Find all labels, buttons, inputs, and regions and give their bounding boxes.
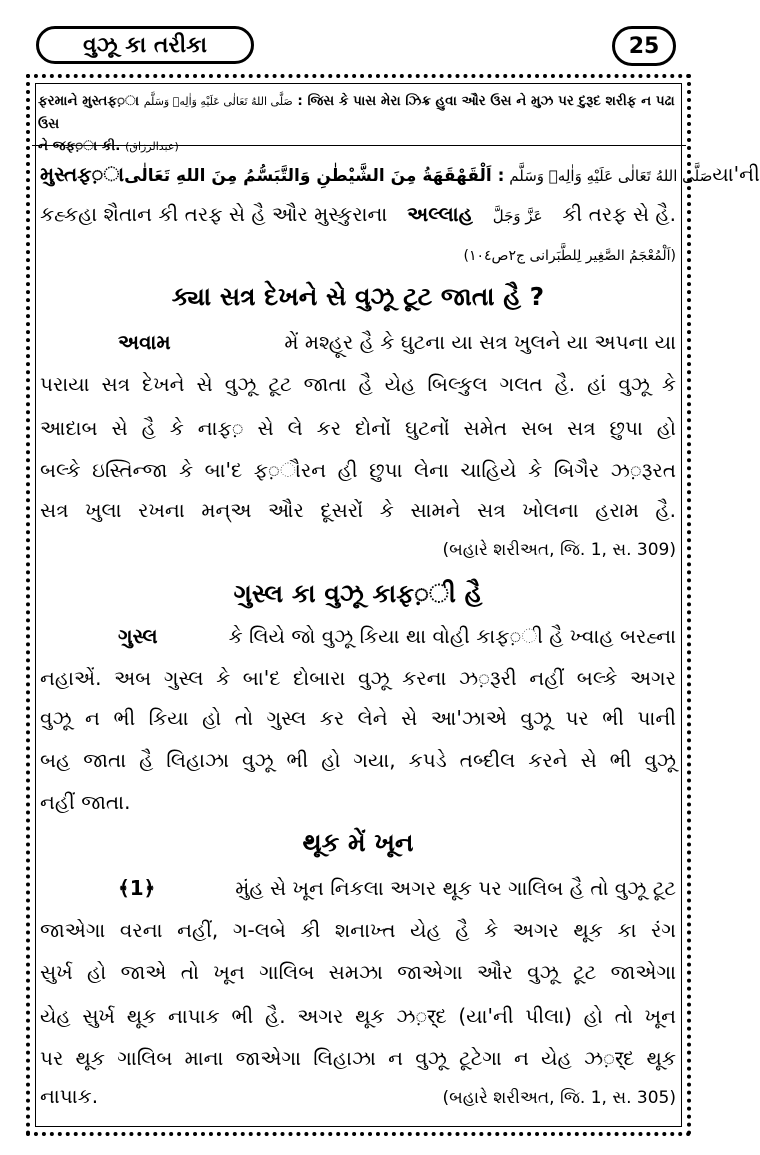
top-notice: [38, 90, 676, 158]
intro-end: યા'ની: [712, 162, 760, 186]
intro-line2-end: કી તરફ સે હૈ.: [562, 202, 676, 226]
section1-first-rest: મેં મશ્હૂર હૈ કે ઘુટના યા સત્ર ખુલને યા અપના યા: [284, 330, 676, 354]
section3-line-2: સુર્ખ હો જાએ તો ખૂન ગાલિબ સમઝા જાએગા ઔર વુઝૂ ટૂટ જાએગા: [40, 960, 676, 984]
section2-first-rest: કે લિયે જો વુઝૂ કિયા થા વોહી કાફ़ી હૈ ખ્વાહ બરહ્ના: [228, 624, 676, 648]
section2-line-3: બહ જાતા હૈ લિહાઝા વુઝૂ ભી હો ગયા, કપડે તબ્દીલ કરને સે ભી વુઝૂ: [40, 748, 676, 772]
section3-line-0: [118, 876, 676, 900]
page-number: 25: [612, 26, 676, 66]
section1-line-4: સત્ર ખુલા રખના મન્અ ઔર દૂસરોં કે સામને સત્ર ખોલના હરામ હૈ.: [40, 498, 676, 522]
section3-line-1: જાએગા વરના નહીં, ગ-લબે કી શનાખ્ત યેહ હૈ કે અગર થૂક કા રંગ: [40, 918, 676, 942]
intro-lead: મુસ્તફ़ા: [40, 162, 125, 186]
section3-line-3: યેહ સુર્ખ થૂક નાપાક ભી હૈ. અગર થૂક ઝ़र्દ (યા'ની પીલા) હો તો ખૂન: [40, 1004, 676, 1028]
section2-line-2: વુઝૂ ન ભી કિયા હો તો ગુસ્લ કર લેને સે આ'ઝાએ વુઝૂ પર ભી પાની: [40, 706, 676, 730]
section1-line-1: પરાયા સત્ર દેખને સે વુઝૂ ટૂટ જાતા હૈ યેહ બિલ્કુલ ગલત હૈ. હાં વુઝૂ કે: [40, 372, 676, 396]
section2-lead: ગુસ્લ: [118, 624, 158, 648]
intro-arabic: : اَلْقَهْقَهَةُ مِنَ الشَّيْطٰنِ وَالتَّبَسُّمُ مِنَ اللهِ تَعَالٰی: [124, 166, 505, 186]
notice-lead: ફરમાને મુસ્તફ़ા: [38, 93, 140, 109]
notice-divider: [32, 145, 686, 146]
intro-salutation: صَلَّی اللهُ تَعَالٰی عَلَيْهِ وَاٰلِهٖ وَسَلَّم: [509, 167, 713, 185]
section3-first-rest: મુંહ સે ખૂન નિકલા અગર થૂક પર ગાલિબ હૈ તો વુઝૂ ટૂટ: [235, 876, 676, 900]
intro-allah: અલ્લાહ: [407, 202, 473, 226]
chapter-title: વુઝૂ કા તરીકા: [36, 26, 254, 64]
section2-line-0: [118, 622, 676, 649]
notice-text-1: : જિસ કે પાસ મેરા ઝિક્ર હુવા ઔર ઉસ ને મુઝ પર દુરૂદ શરીફ ન પઢા ઉસ: [38, 93, 675, 132]
section2-line-4: નહીં જાતા.: [40, 790, 131, 814]
section1-lead: અવામ: [118, 330, 171, 354]
notice-text-2: ને જફ़ા કી.: [38, 138, 121, 154]
intro-line-2: [40, 202, 676, 226]
intro-azza: عَزَّ وَجَلَّ: [492, 207, 543, 225]
section3-last-word: નાપાક.: [40, 1084, 99, 1108]
notice-salutation: صَلَّی اللهُ تَعَالٰی عَلَيْهِ وَاٰلِهٖ وَسَلَّم: [143, 95, 293, 108]
section3-reference: (બહારે શરીઅત, જિ. 1, સ. 305): [442, 1088, 676, 1108]
section3-line-4: પર થૂક ગાલિબ માના જાએગા લિહાઝા ન વુઝૂ ટૂટેગા ન યેહ ઝ़र्દ થૂક: [40, 1046, 676, 1070]
section2-line-1: નહાએં. અબ ગુસ્લ કે બા'દ દોબારા વુઝૂ કરના ઝ़રૂરી નહીં બલ્કે અગર: [40, 666, 676, 690]
intro-reference: (اَلْمُعْجَمُ الصَّغِير لِلطَّبَرانی ج۲ص۱۰٤): [463, 248, 676, 264]
notice-source: (عبدالرزاق): [125, 140, 179, 153]
intro-line2-text: કહ્કહા શૈતાન કી તરફ સે હૈ ઔર મુસ્કુરાના: [40, 202, 388, 226]
intro-line-1: [40, 160, 760, 187]
section1-line-0: [118, 330, 676, 354]
section1-line-3: બલ્કે ઇસ્તિન્જા કે બા'દ ફ़ૌરન હી છુપા લેના ચાહિયે કે બિગૈર ઝ़રૂરત: [40, 458, 676, 482]
section3-line-5: [40, 1084, 676, 1108]
section1-line-2: આદાબ સે હૈ કે નાફ़ સે લે કર દોનોં ઘુટનોં સમેત સબ સત્ર છુપા હો: [40, 416, 676, 440]
section2-heading: ગુસ્લ કા વુઝૂ કાફ़ી હૈ: [233, 579, 483, 608]
section1-heading: ક્યા સત્ર દેખને સે વુઝૂ ટૂટ જાતા હૈ ?: [171, 282, 545, 311]
section3-heading: થૂક મેં ખૂન: [302, 828, 414, 857]
section1-reference: (બહારે શરીઅત, જિ. 1, સ. 309): [442, 540, 676, 560]
section3-marker: ﴾1﴿: [118, 876, 156, 900]
